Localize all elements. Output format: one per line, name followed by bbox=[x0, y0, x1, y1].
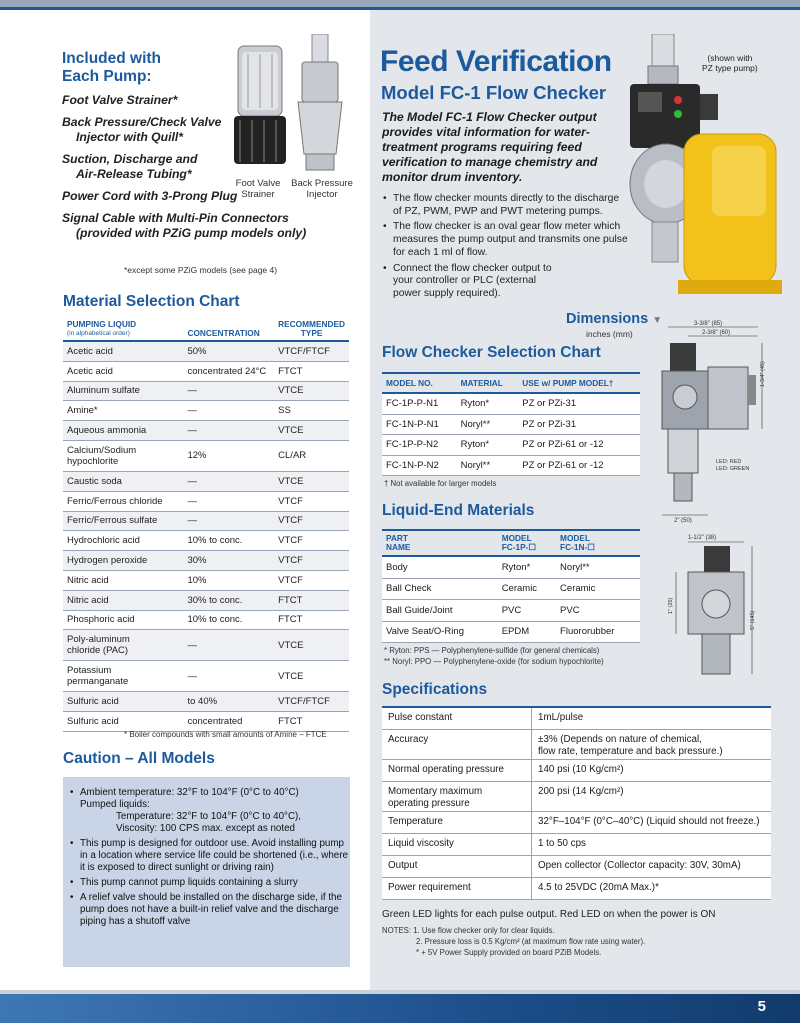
specifications-table bbox=[382, 706, 771, 900]
cell-concentration: concentrated bbox=[183, 712, 274, 732]
table-row bbox=[63, 531, 349, 551]
spec-key: Normal operating pressure bbox=[382, 760, 532, 782]
caution-item: • A relief valve should be installed on the discharge side, if the pump does not have a built-in relief valve and the discharge piping has a shutoff valve bbox=[70, 892, 348, 928]
cell-type: VTCF/FTCF bbox=[274, 341, 349, 361]
flow-checker-body bbox=[382, 393, 640, 476]
table-row bbox=[63, 610, 349, 630]
cell-liquid: Calcium/Sodium hypochlorite bbox=[63, 440, 183, 471]
table-row bbox=[63, 491, 349, 511]
table-row bbox=[63, 712, 349, 732]
table-row bbox=[63, 551, 349, 571]
dimension-drawing-bottom bbox=[648, 532, 770, 682]
table-cell: Ryton* bbox=[457, 435, 519, 456]
dim-label: LED: GREEN bbox=[716, 466, 750, 472]
cell-liquid: Ferric/Ferrous sulfate bbox=[63, 511, 183, 531]
cell-concentration: — bbox=[183, 381, 274, 401]
table-row bbox=[382, 621, 640, 643]
dim-label: 1" (25) bbox=[668, 597, 674, 614]
feed-title: Feed Verification bbox=[380, 45, 612, 78]
cell-type: FTCT bbox=[274, 712, 349, 732]
cell-type: CL/AR bbox=[274, 440, 349, 471]
table-cell: EPDM bbox=[498, 621, 556, 643]
table-header-row: PART NAME MODEL FC-1P-☐ MODEL FC-1N-☐ bbox=[382, 530, 640, 556]
cell-type: VTCE bbox=[274, 471, 349, 491]
cell-type: VTCE bbox=[274, 630, 349, 661]
dimension-drawing-top bbox=[648, 317, 770, 523]
cell-liquid: Amine* bbox=[63, 401, 183, 421]
spec-value: ±3% (Depends on nature of chemical, flow rate, temperature and back pressure.) bbox=[532, 730, 772, 760]
table-cell: FC-1P-P-N2 bbox=[382, 435, 457, 456]
included-title: Included with Each Pump: bbox=[62, 50, 162, 85]
shown-with-note: (shown with PZ type pump) bbox=[702, 53, 758, 73]
included-item: Back Pressure/Check Valve Injector with Quill* bbox=[62, 115, 222, 144]
table-row bbox=[63, 341, 349, 361]
cell-concentration: concentrated 24°C bbox=[183, 361, 274, 381]
cell-concentration: — bbox=[183, 471, 274, 491]
cell-type: VTCF bbox=[274, 531, 349, 551]
feed-bullet: • The flow checker mounts directly to the discharge of PZ, PWM, PWP and PWT metering pumps. bbox=[383, 193, 628, 218]
cell-type: VTCF bbox=[274, 551, 349, 571]
flow-checker-note: † Not available for larger models bbox=[384, 479, 497, 488]
table-row bbox=[382, 834, 771, 856]
cell-type: VTCE bbox=[274, 421, 349, 441]
table-cell: Fluororubber bbox=[556, 621, 640, 643]
table-cell: PZ or PZi-31 bbox=[518, 414, 640, 435]
caution-item: • This pump cannot pump liquids containing a slurry bbox=[70, 877, 348, 889]
table-row bbox=[63, 381, 349, 401]
table-cell: PZ or PZi-61 or -12 bbox=[518, 435, 640, 456]
table-row bbox=[382, 856, 771, 878]
spec-value: 200 psi (14 Kg/cm²) bbox=[532, 782, 772, 812]
cell-liquid: Ferric/Ferrous chloride bbox=[63, 491, 183, 511]
table-row bbox=[382, 707, 771, 730]
foot-valve-caption: Foot Valve Strainer bbox=[235, 178, 281, 200]
back-pressure-injector-image bbox=[292, 34, 348, 172]
table-cell: Ball Guide/Joint bbox=[382, 600, 498, 622]
included-item: Power Cord with 3-Prong Plug bbox=[62, 189, 238, 203]
cell-liquid: Poly-aluminum chloride (PAC) bbox=[63, 630, 183, 661]
table-cell: Body bbox=[382, 556, 498, 578]
col-liquid: PUMPING LIQUID (in alphabetical order) bbox=[63, 318, 183, 341]
table-row bbox=[63, 471, 349, 491]
cell-concentration: 30% to conc. bbox=[183, 590, 274, 610]
caution-list bbox=[70, 787, 348, 931]
dim-label: LED: RED bbox=[716, 459, 742, 465]
table-cell: Ceramic bbox=[556, 578, 640, 600]
dim-label: 5" (145) bbox=[750, 610, 756, 630]
dim-label: 1-1/2" (38) bbox=[688, 535, 717, 541]
table-cell: Noryl** bbox=[457, 414, 519, 435]
table-cell: FC-1N-P-N1 bbox=[382, 414, 457, 435]
table-row bbox=[382, 878, 771, 900]
included-item: Signal Cable with Multi-Pin Connectors (provided with PZiG pump models only) bbox=[62, 211, 307, 240]
table-row bbox=[382, 730, 771, 760]
included-item: Foot Valve Strainer* bbox=[62, 93, 178, 107]
liquid-end-table bbox=[382, 529, 640, 643]
caution-item: • Ambient temperature: 32°F to 104°F (0°C to 40°C) Pumped liquids: Temperature: 32°F to 104°F (0°C to 40°C), Viscosity: 100 CPS max. except as noted bbox=[70, 787, 348, 835]
spec-key: Temperature bbox=[382, 812, 532, 834]
table-cell: Ryton* bbox=[457, 393, 519, 414]
cell-liquid: Sulfuric acid bbox=[63, 712, 183, 732]
dim-label: 2-3/8" (60) bbox=[702, 330, 731, 336]
injector-caption: Back Pressure Injector bbox=[291, 178, 353, 200]
table-cell: FC-1N-P-N2 bbox=[382, 455, 457, 476]
specifications-body bbox=[382, 707, 771, 900]
table-row bbox=[382, 393, 640, 414]
specifications-title: Specifications bbox=[382, 681, 488, 698]
table-row bbox=[382, 435, 640, 456]
cell-type: VTCF/FTCF bbox=[274, 692, 349, 712]
cell-concentration: 10% to conc. bbox=[183, 531, 274, 551]
table-row bbox=[382, 455, 640, 476]
cell-type: VTCF bbox=[274, 491, 349, 511]
table-cell: PVC bbox=[498, 600, 556, 622]
cell-liquid: Caustic soda bbox=[63, 471, 183, 491]
cell-liquid: Aluminum sulfate bbox=[63, 381, 183, 401]
table-cell: Ryton* bbox=[498, 556, 556, 578]
dim-label: 3-3/8" (85) bbox=[694, 321, 723, 327]
feed-bullets bbox=[383, 193, 628, 304]
dimensions-title: Dimensions ▼ bbox=[566, 311, 663, 327]
table-row bbox=[63, 421, 349, 441]
spec-key: Pulse constant bbox=[382, 707, 532, 730]
cell-liquid: Phosphoric acid bbox=[63, 610, 183, 630]
col-recommended: RECOMMENDED TYPE bbox=[274, 318, 349, 341]
table-cell: PZ or PZi-31 bbox=[518, 393, 640, 414]
material-selection-table bbox=[63, 318, 349, 732]
table-row bbox=[63, 440, 349, 471]
caution-item: • This pump is designed for outdoor use. Avoid installing pump in a location where service life could be shortened (i.e., where it is exposed to direct sunlight or driving rain) bbox=[70, 838, 348, 874]
footer-bar bbox=[0, 990, 800, 1023]
spec-value: 1 to 50 cps bbox=[532, 834, 772, 856]
cell-type: VTCF bbox=[274, 511, 349, 531]
cell-concentration: 50% bbox=[183, 341, 274, 361]
cell-type: VTCF bbox=[274, 570, 349, 590]
feed-bullet: • The flow checker is an oval gear flow meter which measures the pump output and transmits one pulse for each 1 ml of flow. bbox=[383, 221, 628, 259]
specifications-notes: NOTES: 1. Use flow checker only for clear liquids. 2. Pressure loss is 0.5 Kg/cm² (at maximum flow rate using water). * + 5V Power Supply provided on board PZiB Models. bbox=[382, 926, 646, 957]
material-table-body bbox=[63, 341, 349, 731]
spec-value: 4.5 to 25VDC (20mA Max.)* bbox=[532, 878, 772, 900]
material-chart-title: Material Selection Chart bbox=[63, 293, 240, 310]
table-row bbox=[63, 511, 349, 531]
cell-liquid: Nitric acid bbox=[63, 570, 183, 590]
table-cell: Noryl** bbox=[457, 455, 519, 476]
cell-type: FTCT bbox=[274, 610, 349, 630]
specifications-footer: Green LED lights for each pulse output. Red LED on when the power is ON bbox=[382, 909, 716, 920]
spec-key: Liquid viscosity bbox=[382, 834, 532, 856]
cell-concentration: — bbox=[183, 401, 274, 421]
cell-concentration: — bbox=[183, 630, 274, 661]
cell-concentration: 10% to conc. bbox=[183, 610, 274, 630]
table-row bbox=[382, 782, 771, 812]
table-header-row bbox=[63, 318, 349, 341]
table-cell: Ceramic bbox=[498, 578, 556, 600]
table-row bbox=[63, 692, 349, 712]
cell-concentration: — bbox=[183, 661, 274, 692]
cell-liquid: Hydrogen peroxide bbox=[63, 551, 183, 571]
spec-value: Open collector (Collector capacity: 30V, 30mA) bbox=[532, 856, 772, 878]
spec-value: 32°F–104°F (0°C–40°C) (Liquid should not freeze.) bbox=[532, 812, 772, 834]
table-cell: Noryl** bbox=[556, 556, 640, 578]
col-concentration: CONCENTRATION bbox=[183, 318, 274, 341]
feed-bullet: • Connect the flow checker output to your controller or PLC (external power supply required). bbox=[383, 263, 563, 301]
cell-concentration: — bbox=[183, 511, 274, 531]
cell-concentration: 10% bbox=[183, 570, 274, 590]
dim-label: 1-3/4" (45) bbox=[760, 361, 766, 387]
table-row bbox=[63, 361, 349, 381]
table-row bbox=[63, 401, 349, 421]
liquid-end-body bbox=[382, 556, 640, 643]
flow-checker-table bbox=[382, 372, 640, 476]
cell-liquid: Acetic acid bbox=[63, 361, 183, 381]
cell-concentration: — bbox=[183, 491, 274, 511]
spec-key: Accuracy bbox=[382, 730, 532, 760]
table-row bbox=[63, 661, 349, 692]
table-cell: Valve Seat/O-Ring bbox=[382, 621, 498, 643]
cell-liquid: Potassium permanganate bbox=[63, 661, 183, 692]
cell-liquid: Nitric acid bbox=[63, 590, 183, 610]
cell-liquid: Aqueous ammonia bbox=[63, 421, 183, 441]
page-number: 5 bbox=[757, 998, 766, 1015]
table-row bbox=[382, 414, 640, 435]
included-note: *except some PZiG models (see page 4) bbox=[124, 265, 278, 275]
cell-type: SS bbox=[274, 401, 349, 421]
top-bar bbox=[0, 0, 800, 10]
table-cell: Ball Check bbox=[382, 578, 498, 600]
dim-label: 2" (50) bbox=[674, 518, 692, 523]
spec-key: Momentary maximum operating pressure bbox=[382, 782, 532, 812]
dimensions-unit: inches (mm) bbox=[586, 329, 633, 339]
cell-type: FTCT bbox=[274, 590, 349, 610]
feed-subtitle: Model FC-1 Flow Checker bbox=[381, 82, 607, 103]
cell-type: FTCT bbox=[274, 361, 349, 381]
table-cell: PZ or PZi-61 or -12 bbox=[518, 455, 640, 476]
included-item: Suction, Discharge and Air-Release Tubing* bbox=[62, 152, 198, 181]
spec-value: 140 psi (10 Kg/cm²) bbox=[532, 760, 772, 782]
cell-type: VTCE bbox=[274, 661, 349, 692]
liquid-end-title: Liquid-End Materials bbox=[382, 502, 535, 519]
table-row bbox=[382, 578, 640, 600]
table-row bbox=[382, 600, 640, 622]
table-row bbox=[382, 556, 640, 578]
cell-liquid: Hydrochloric acid bbox=[63, 531, 183, 551]
cell-liquid: Acetic acid bbox=[63, 341, 183, 361]
cell-type: VTCE bbox=[274, 381, 349, 401]
cell-concentration: 12% bbox=[183, 440, 274, 471]
spec-key: Power requirement bbox=[382, 878, 532, 900]
table-row bbox=[63, 570, 349, 590]
flow-checker-title: Flow Checker Selection Chart bbox=[382, 344, 601, 361]
caution-title: Caution – All Models bbox=[63, 750, 215, 767]
table-header-row: MODEL NO. MATERIAL USE w/ PUMP MODEL† bbox=[382, 373, 640, 393]
cell-concentration: — bbox=[183, 421, 274, 441]
spec-value: 1mL/pulse bbox=[532, 707, 772, 730]
table-row bbox=[382, 760, 771, 782]
cell-concentration: to 40% bbox=[183, 692, 274, 712]
cell-liquid: Sulfuric acid bbox=[63, 692, 183, 712]
liquid-end-notes: * Ryton: PPS — Polyphenylene-sulfide (for general chemicals) ** Noryl: PPO — Polyphenylene-oxide (for sodium hypochlorite) bbox=[384, 646, 604, 666]
spec-key: Output bbox=[382, 856, 532, 878]
table-cell: FC-1P-P-N1 bbox=[382, 393, 457, 414]
material-note: * Boiler compounds with small amounts of Amine – FTCE bbox=[124, 730, 327, 739]
pump-image bbox=[622, 34, 782, 296]
feed-intro: The Model FC-1 Flow Checker output provides vital information for water-treatment programs requiring feed verification to manage chemistry and monitor drum inventory. bbox=[382, 110, 598, 184]
cell-concentration: 30% bbox=[183, 551, 274, 571]
table-row bbox=[382, 812, 771, 834]
table-row bbox=[63, 590, 349, 610]
table-cell: PVC bbox=[556, 600, 640, 622]
table-row bbox=[63, 630, 349, 661]
foot-valve-strainer-image bbox=[230, 44, 290, 172]
